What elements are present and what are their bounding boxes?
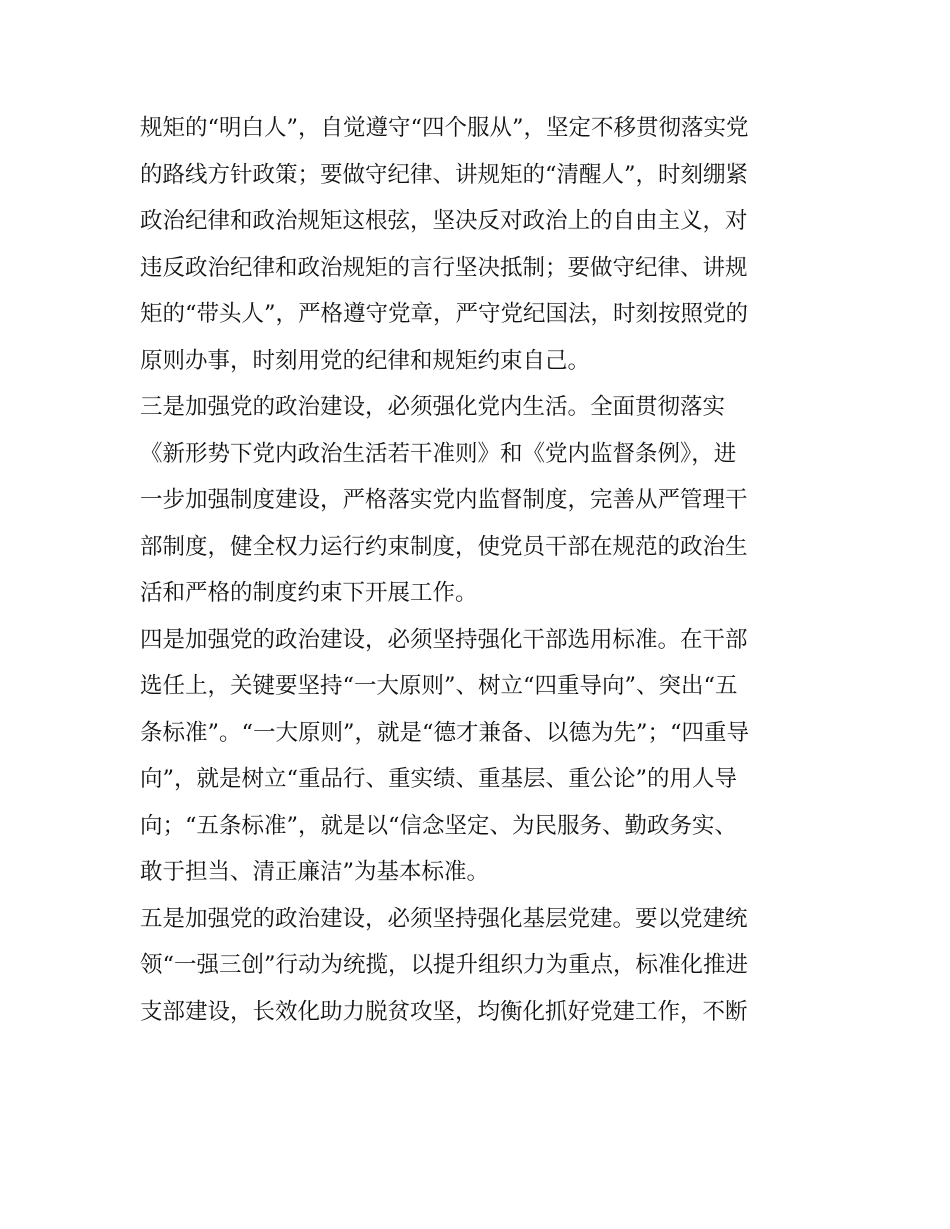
text-line: 政治纪律和政治规矩这根弦，坚决反对政治上的自由主义，对 [140,208,748,234]
text-line: 一步加强制度建设，严格落实党内监督制度，完善从严管理干 [140,487,748,513]
text-line: 四是加强党的政治建设，必须坚持强化干部选用标准。在干部 [140,626,748,653]
text-line: 活和严格的制度约束下开展工作。 [140,580,478,606]
text-line: 矩的“带头人”，严格遵守党章，严守党纪国法，时刻按照党的 [140,301,749,327]
text-line: 的路线方针政策；要做守纪律、讲规矩的“清醒人”，时刻绷紧 [140,161,749,188]
text-line: 领“一强三创”行动为统揽，以提升组织力为重点，标准化推进 [140,952,749,978]
text-line: 三是加强党的政治建设，必须强化党内生活。全面贯彻落实 [140,394,726,420]
text-line: 部制度，健全权力运行约束制度，使党员干部在规范的政治生 [140,533,748,560]
text-line: 向；“五条标准”，就是以“信念坚定、为民服务、勤政务实、 [140,812,738,839]
text-line: 支部建设，长效化助力脱贫攻坚，均衡化抓好党建工作，不断 [140,998,748,1025]
text-line: 选任上，关键要坚持“一大原则”、树立“四重导向”、突出“五 [140,673,738,699]
text-line: 《新形势下党内政治生活若干准则》和《党内监督条例》，进 [140,440,737,467]
text-line: 规矩的“明白人”，自觉遵守“四个服从”，坚定不移贯彻落实党 [140,115,749,141]
text-line: 原则办事，时刻用党的纪律和规矩约束自己。 [140,347,591,374]
text-line: 敢于担当、清正廉洁”为基本标准。 [140,859,490,885]
document-body [140,105,820,1035]
text-line: 五是加强党的政治建设，必须坚持强化基层党建。要以党建统 [140,905,748,932]
text-line: 条标准”。“一大原则”，就是“德才兼备、以德为先”；“四重导 [140,719,750,746]
text-line: 违反政治纪律和政治规矩的言行坚决抵制；要做守纪律、讲规 [140,254,748,281]
text-line: 向”，就是树立“重品行、重实绩、重基层、重公论”的用人导 [140,766,738,792]
